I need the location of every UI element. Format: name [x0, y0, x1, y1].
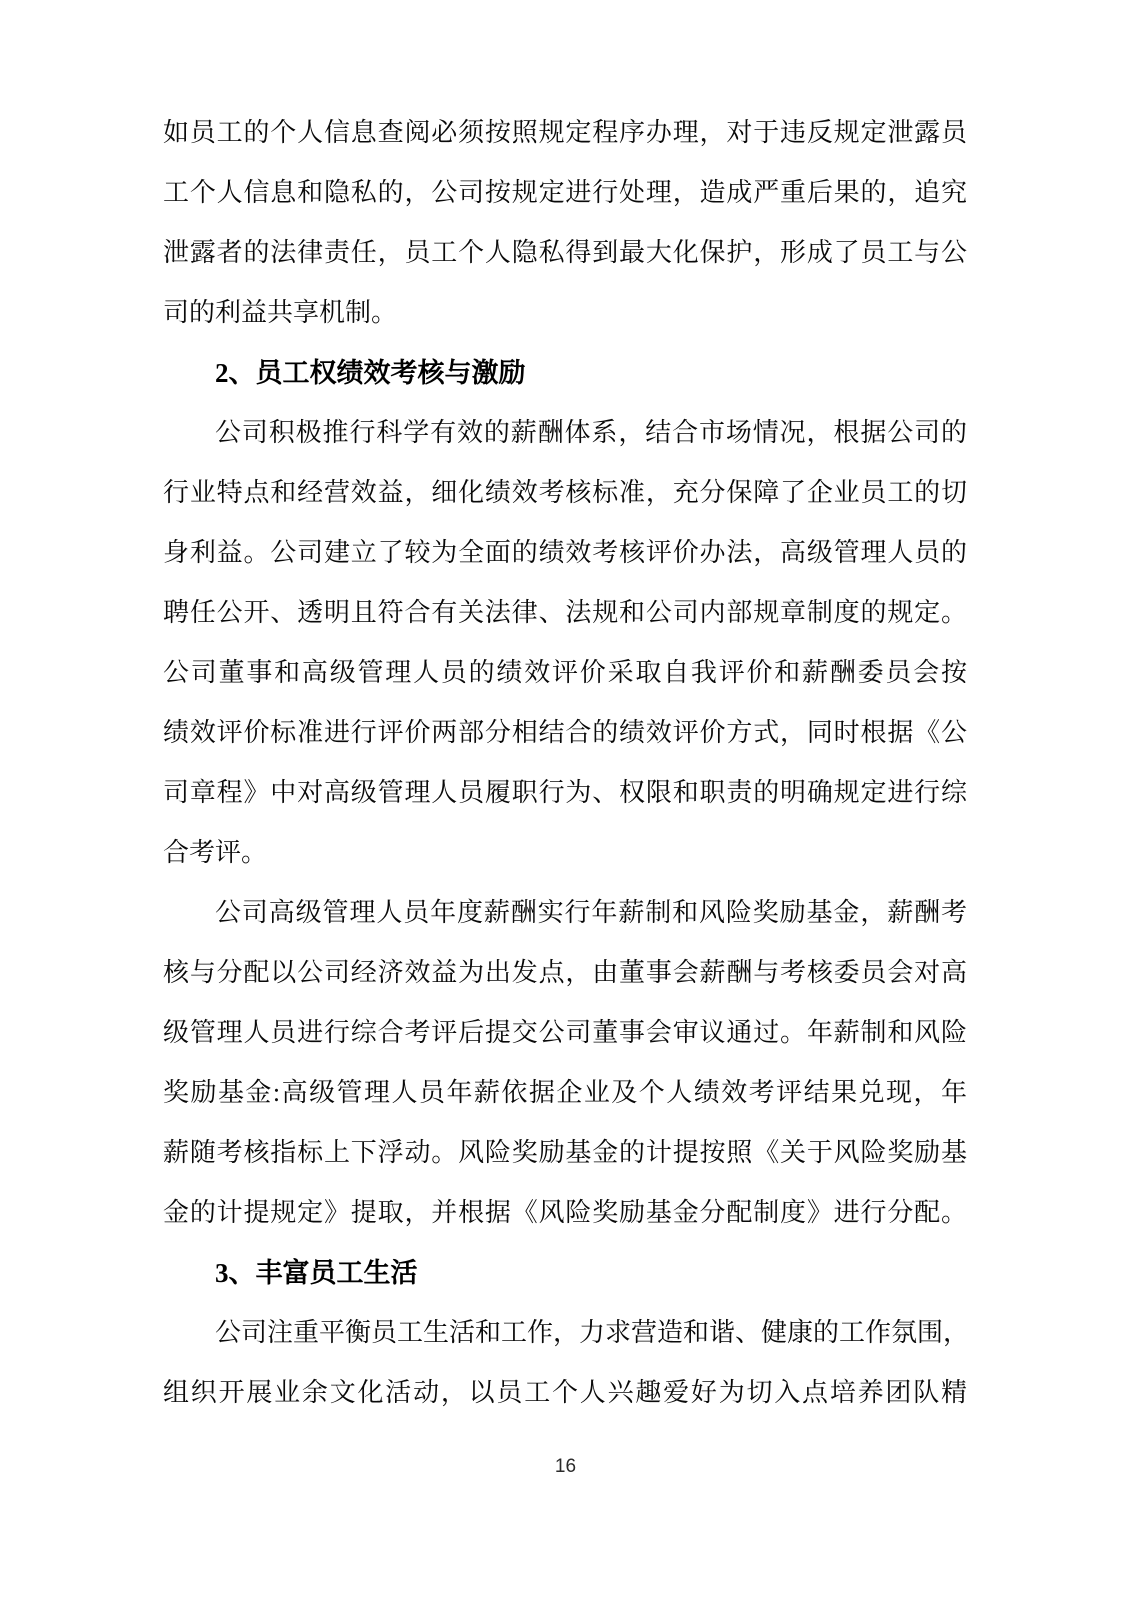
page-number: 16 [554, 1456, 577, 1477]
section-heading: 2、员工权绩效考核与激励 [215, 358, 526, 388]
text-line: 聘任公开、透明且符合有关法律、法规和公司内部规章制度的规定。 [163, 598, 967, 627]
text-line: 绩效评价标准进行评价两部分相结合的绩效评价方式，同时根据《公 [163, 718, 967, 747]
text-line: 公司高级管理人员年度薪酬实行年薪制和风险奖励基金，薪酬考 [215, 898, 967, 927]
text-line: 工个人信息和隐私的，公司按规定进行处理，造成严重后果的，追究 [163, 178, 967, 207]
paragraph [163, 883, 967, 1243]
text-line: 公司积极推行科学有效的薪酬体系，结合市场情况，根据公司的 [215, 418, 967, 447]
text-line: 如员工的个人信息查阅必须按照规定程序办理，对于违反规定泄露员 [163, 118, 967, 147]
text-line: 合考评。 [163, 838, 268, 867]
text-line: 奖励基金:高级管理人员年薪依据企业及个人绩效考评结果兑现，年 [163, 1078, 967, 1107]
text-line: 司章程》中对高级管理人员履职行为、权限和职责的明确规定进行综 [163, 778, 967, 807]
text-line: 金的计提规定》提取，并根据《风险奖励基金分配制度》进行分配。 [163, 1198, 967, 1227]
text-line: 核与分配以公司经济效益为出发点，由董事会薪酬与考核委员会对高 [163, 958, 967, 987]
text-line: 公司董事和高级管理人员的绩效评价采取自我评价和薪酬委员会按 [163, 658, 967, 687]
text-line: 司的利益共享机制。 [163, 298, 398, 327]
text-line: 级管理人员进行综合考评后提交公司董事会审议通过。年薪制和风险 [163, 1018, 967, 1047]
document-body [163, 103, 970, 1423]
text-line: 公司注重平衡员工生活和工作，力求营造和谐、健康的工作氛围， [215, 1318, 970, 1347]
paragraph [163, 103, 967, 343]
text-line: 身利益。公司建立了较为全面的绩效考核评价办法，高级管理人员的 [163, 538, 967, 567]
text-line: 薪随考核指标上下浮动。风险奖励基金的计提按照《关于风险奖励基 [163, 1138, 967, 1167]
text-line: 组织开展业余文化活动，以员工个人兴趣爱好为切入点培养团队精 [163, 1378, 967, 1407]
text-line: 行业特点和经营效益，细化绩效考核标准，充分保障了企业员工的切 [163, 478, 967, 507]
section-heading: 3、丰富员工生活 [215, 1258, 418, 1288]
paragraph [163, 403, 967, 883]
text-line: 泄露者的法律责任，员工个人隐私得到最大化保护，形成了员工与公 [163, 238, 967, 267]
paragraph [163, 1303, 970, 1423]
